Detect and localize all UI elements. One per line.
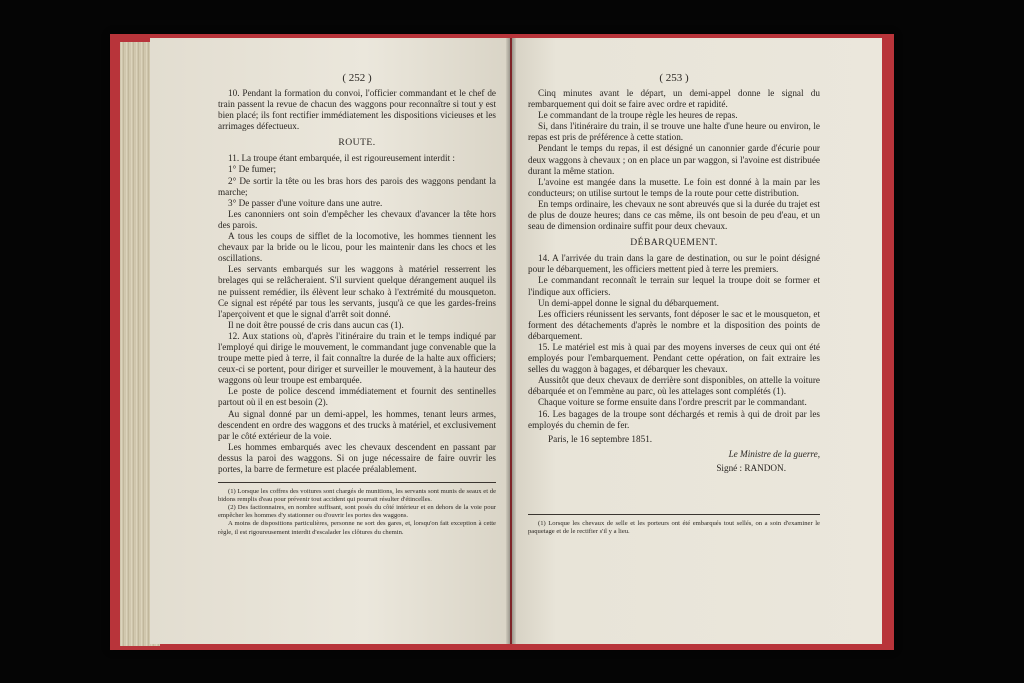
paragraph: En temps ordinaire, les chevaux ne sont abreuvés que si la durée du trajet est de plus de douze heures; dans ce cas même, ils ont besoin de peu d'eau, et un seau de dimension ordinaire suffit pour deux chevaux.: [528, 198, 820, 232]
paragraph: Le commandant de la troupe règle les heures de repas.: [538, 110, 738, 121]
footnote-rule: [218, 482, 496, 483]
footnote-rule: [528, 514, 820, 515]
paragraph: Aussitôt que deux chevaux de derrière sont disponibles, on attelle la voiture débarquée et on l'emmène au parc, où les attelages sont complétés (1).: [528, 375, 820, 397]
paragraph: Pendant le temps du repas, il est désigné un canonnier garde d'écurie pour deux waggons à chevaux ; on en place un par waggon, si l'avoine est distribuée durant la même station.: [528, 143, 820, 176]
paragraph: Le poste de police descend immédiatement et fournit des sentinelles partout où il en est besoin (2).: [218, 386, 496, 408]
paragraph: Cinq minutes avant le départ, un demi-appel donne le signal du rembarquement qui doit se faire avec ordre et rapidité.: [528, 88, 820, 110]
paragraph: Si, dans l'itinéraire du train, il se trouve une halte d'une heure ou environ, le repas est pris de préférence à cette station.: [528, 121, 820, 143]
footnote: (2) Des factionnaires, en nombre suffisant, sont posés du côté intérieur et en dehors de la voie pour empêcher les hommes d'y stationner ou d'ouvrir les portes des waggons.: [218, 504, 496, 520]
page-number: ( 252 ): [342, 72, 372, 84]
paragraph: 14. A l'arrivée du train dans la gare de destination, ou sur le point désigné pour le débarquement, les officiers mettent pied à terre les premiers.: [528, 253, 820, 275]
paragraph: Les servants embarqués sur les waggons à matériel resserrent les brelages qui se relâcheraient. S'il survient quelque dérangement auquel ils ne puissent remédier, ils élèvent leur schako à l'extrémité du mousqueton. Ce signal est répété par tous les servants, jusqu'à ce que les gardes-freins l'aperçoivent et que le signal d'arrêt soit donné.: [218, 264, 496, 319]
paragraph: Chaque voiture se forme ensuite dans l'ordre prescrit par le commandant.: [538, 397, 807, 408]
paragraph: Les officiers réunissent les servants, font déposer le sac et le mousqueton, et forment des détachements d'après le nombre et la disposition des points de débarquement.: [528, 308, 820, 341]
paragraph: Au signal donné par un demi-appel, les hommes, tenant leurs armes, descendent en ordre des waggons et des trucks à matériel, et exclusivement par le côté extérieur de la voie.: [218, 408, 496, 441]
page-number: ( 253 ): [659, 72, 689, 84]
paragraph: L'avoine est mangée dans la musette. Le foin est donné à la main par les conducteurs; on utilise surtout le temps de la route pour cette distribution.: [528, 176, 820, 198]
paragraph: 2° De sortir la tête ou les bras hors des parois des waggons pendant la marche;: [218, 175, 496, 197]
paragraph: Le commandant reconnaît le terrain sur lequel la troupe doit se former et l'indique aux officiers.: [528, 275, 820, 297]
paragraph: Les canonniers ont soin d'empêcher les chevaux d'avancer la tête hors des parois.: [218, 208, 496, 230]
signature: Signé : RANDON.: [716, 462, 786, 473]
section-heading: DÉBARQUEMENT.: [630, 237, 718, 249]
book-gutter: [506, 38, 516, 644]
footnotes: [218, 488, 496, 537]
footnote: (1) Lorsque les chevaux de selle et les porteurs ont été embarqués tout sellés, on a soin d'examiner le paquetage et de le rectifier s'il y a lieu.: [528, 520, 820, 536]
paragraph: A tous les coups de sifflet de la locomotive, les hommes tiennent les chevaux par la bride ou le licou, pour les maintenir dans les chocs et les oscillations.: [218, 231, 496, 264]
paragraph: 11. La troupe étant embarquée, il est rigoureusement interdit :: [228, 153, 455, 164]
date-line: Paris, le 16 septembre 1851.: [548, 433, 653, 444]
paragraph: 1° De fumer;: [228, 164, 277, 175]
paragraph: 16. Les bagages de la troupe sont déchargés et remis à qui de droit par les employés du chemin de fer.: [528, 408, 820, 430]
paragraph: Les hommes embarqués avec les chevaux descendent en passant par dessus la paroi des waggons. Si on juge nécessaire de faire ouvrir les portes, la barre de fermeture est placée préalablement.: [218, 441, 496, 474]
right-page: [512, 38, 882, 644]
paragraph: Un demi-appel donne le signal du débarquement.: [538, 297, 719, 308]
footnote: (1) Lorsque les coffres des voitures sont chargés de munitions, les servants sont munis de seaux et de bidons remplis d'eau pour prévenir tout accident qui pourrait résulter d'étincelles.: [218, 488, 496, 504]
left-page: [150, 38, 510, 644]
signature-title: Le Ministre de la guerre,: [728, 448, 820, 459]
paragraph: 3° De passer d'une voiture dans une autre.: [228, 197, 383, 208]
section-heading: ROUTE.: [338, 137, 376, 149]
footnotes: [528, 520, 820, 536]
footnote: A moins de dispositions particulières, personne ne sort des gares, et, lorsqu'on fait exception à cette règle, il est rigoureusement interdit d'escalader les clôtures du chemin.: [218, 520, 496, 536]
paragraph: 12. Aux stations où, d'après l'itinéraire du train et le temps indiqué par l'employé qui dirige le mouvement, le commandant juge convenable que la troupe mette pied à terre, il fait connaître la durée de la halte aux officiers; ceux-ci se portent, pour diriger et surveiller le mouvement, à la hauteur des waggons où leur troupe est embarquée.: [218, 330, 496, 386]
paragraph: 10. Pendant la formation du convoi, l'officier commandant et le chef de train passent la revue de chacun des waggons pour reconnaître si tout y est bien placé; ils font rectifier immédiatement les dispositions vicieuses et les arrimages défectueux.: [218, 88, 496, 132]
paragraph: Il ne doit être poussé de cris dans aucun cas (1).: [228, 319, 404, 330]
paragraph: 15. Le matériel est mis à quai par des moyens inverses de ceux qui ont été employés pour l'embarquement. Pendant cette opération, on fait extraire les selles du waggon à bagages, et débarquer les chevaux.: [528, 341, 820, 375]
